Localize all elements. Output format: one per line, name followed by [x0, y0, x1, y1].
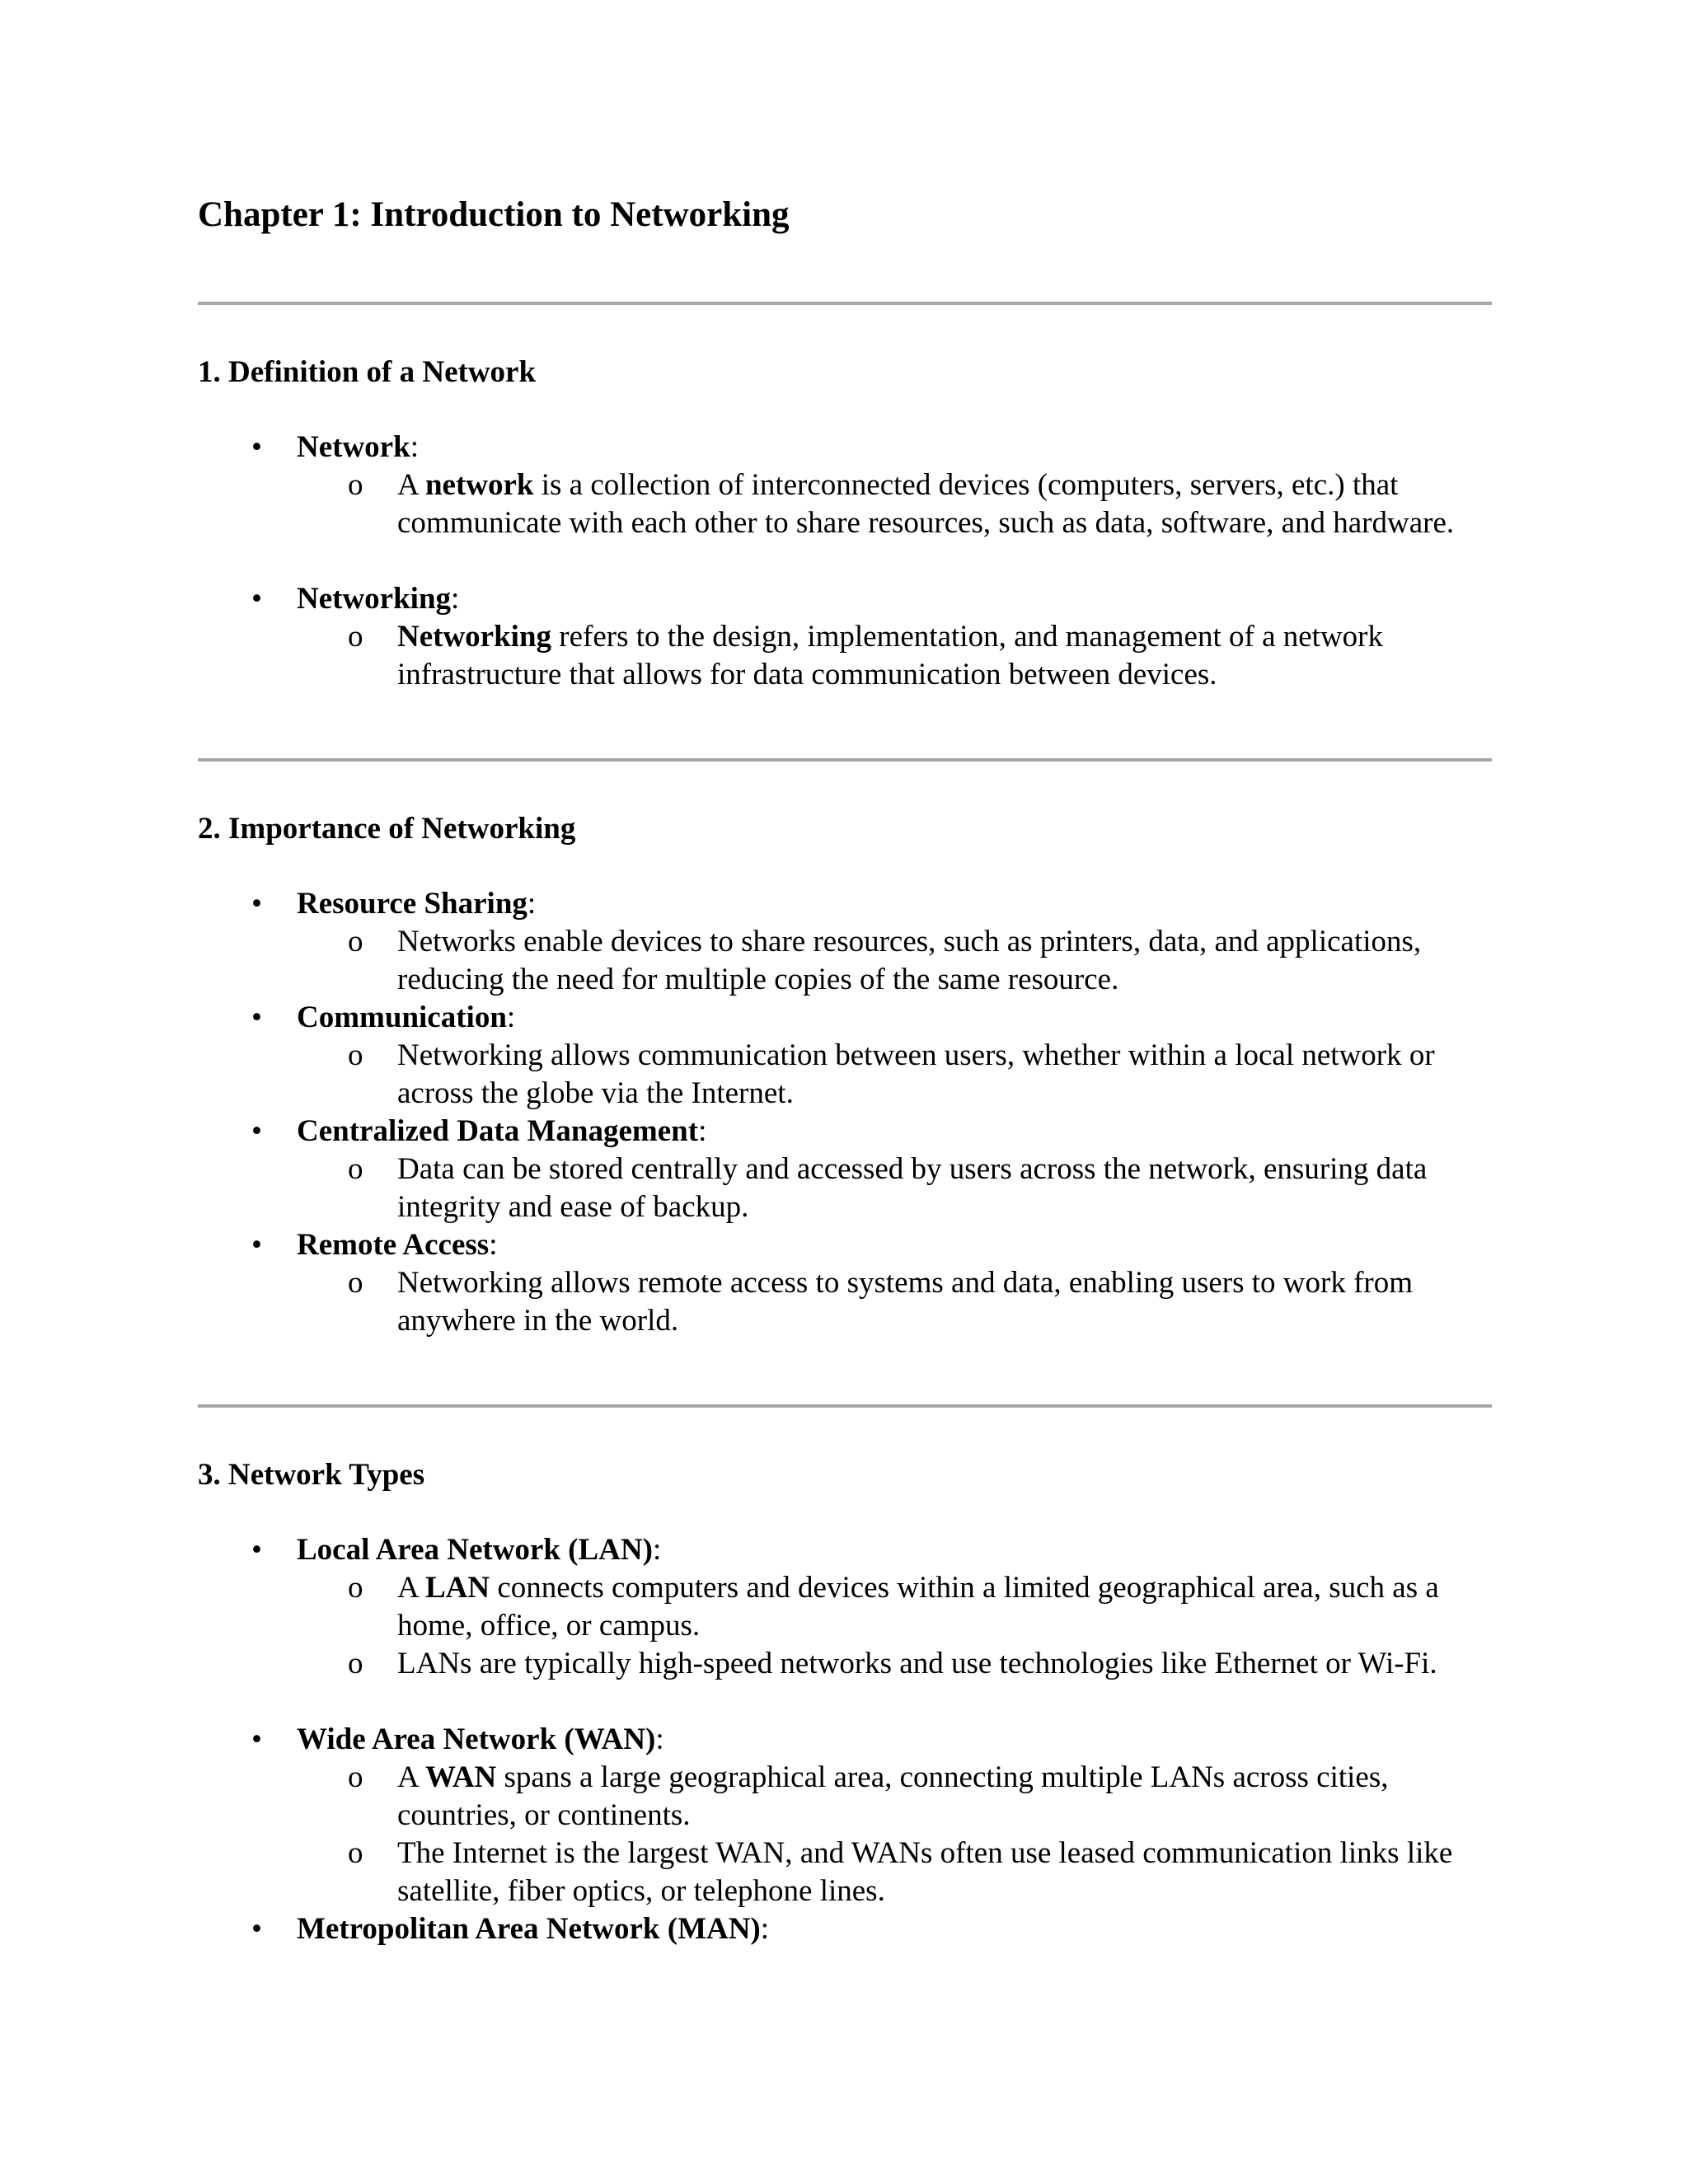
- item-label: Centralized Data Management: [297, 1114, 699, 1148]
- item-label: Metropolitan Area Network (MAN): [297, 1912, 761, 1946]
- item-label: Remote Access: [297, 1228, 490, 1262]
- bullet-icon: •: [251, 1228, 262, 1262]
- sub-bullet-icon: o: [348, 1266, 363, 1300]
- item-label: Network: [297, 430, 410, 464]
- sub-bullet-icon: o: [348, 468, 363, 502]
- bullet-icon: •: [251, 1533, 262, 1567]
- item-label: Resource Sharing: [297, 887, 528, 921]
- sub-item-lan-technology: o LANs are typically high-speed networks and use technologies like Ethernet or Wi-Fi.: [397, 1645, 1493, 1683]
- item-label: Communication: [297, 1001, 507, 1034]
- bullet-icon: •: [251, 887, 262, 921]
- sub-item-resource-sharing: o Networks enable devices to share resources, such as printers, data, and applications, reducing the need for multiple copies of the same resource.: [348, 925, 1422, 996]
- sub-bullet-icon: o: [348, 1647, 363, 1680]
- sub-bullet-icon: o: [348, 1836, 363, 1870]
- bullet-icon: •: [251, 1912, 262, 1946]
- sub-bullet-icon: o: [348, 1571, 363, 1605]
- sub-item-communication: o Networking allows communication between users, whether within a local network or across the globe via the Internet.: [348, 1038, 1435, 1110]
- list-item-man: • Metropolitan Area Network (MAN):: [297, 1910, 769, 1948]
- list-item-wan: • Wide Area Network (WAN):: [297, 1721, 664, 1759]
- sub-item-wan-internet: o The Internet is the largest WAN, and WANs often use leased communication links like satellite, fiber optics, or telephone lines.: [348, 1836, 1453, 1908]
- list-item-remote-access: • Remote Access:: [297, 1226, 497, 1264]
- item-label: Networking: [297, 582, 452, 616]
- list-item-communication: • Communication:: [297, 999, 515, 1037]
- sub-bullet-icon: o: [348, 1760, 363, 1794]
- horizontal-rule: [198, 302, 1492, 305]
- list-item-resource-sharing: • Resource Sharing:: [297, 885, 536, 923]
- sub-item-wan-definition: o A WAN spans a large geographical area, connecting multiple LANs across cities, countries, or continents.: [348, 1760, 1389, 1832]
- list-item-networking: • Networking:: [297, 580, 459, 618]
- bullet-icon: •: [251, 1722, 262, 1756]
- bullet-icon: •: [251, 1114, 262, 1148]
- bullet-icon: •: [251, 430, 262, 464]
- horizontal-rule: [198, 1404, 1492, 1408]
- sub-bullet-icon: o: [348, 1152, 363, 1186]
- sub-item-remote-access: o Networking allows remote access to systems and data, enabling users to work from anywhere in the world.: [348, 1266, 1414, 1338]
- horizontal-rule: [198, 758, 1492, 762]
- sub-item-lan-definition: o A LAN connects computers and devices within a limited geographical area, such as a home, office, or campus.: [348, 1571, 1439, 1643]
- list-item-centralized-data: • Centralized Data Management:: [297, 1113, 706, 1151]
- section-heading-importance: 2. Importance of Networking: [198, 812, 576, 846]
- list-item-network: • Network:: [297, 429, 419, 466]
- sub-item-networking-definition: o Networking refers to the design, implementation, and management of a network infrastructure that allows for data communication between devices.: [348, 620, 1384, 691]
- section-heading-network-types: 3. Network Types: [198, 1458, 425, 1492]
- list-item-lan: • Local Area Network (LAN):: [297, 1531, 661, 1569]
- sub-item-network-definition: o A network is a collection of interconnected devices (computers, servers, etc.) that communicate with each other to share resources, such as data, software, and hardware.: [348, 468, 1455, 540]
- sub-item-centralized-data: o Data can be stored centrally and accessed by users across the network, ensuring data integrity and ease of backup.: [348, 1152, 1428, 1224]
- bullet-icon: •: [251, 1001, 262, 1034]
- bullet-icon: •: [251, 582, 262, 616]
- sub-bullet-icon: o: [348, 1038, 363, 1072]
- item-label: Local Area Network (LAN): [297, 1533, 653, 1567]
- sub-bullet-icon: o: [348, 620, 363, 654]
- item-label: Wide Area Network (WAN): [297, 1722, 656, 1756]
- sub-bullet-icon: o: [348, 925, 363, 958]
- section-heading-definition: 1. Definition of a Network: [198, 355, 537, 389]
- chapter-title: Chapter 1: Introduction to Networking: [198, 195, 790, 234]
